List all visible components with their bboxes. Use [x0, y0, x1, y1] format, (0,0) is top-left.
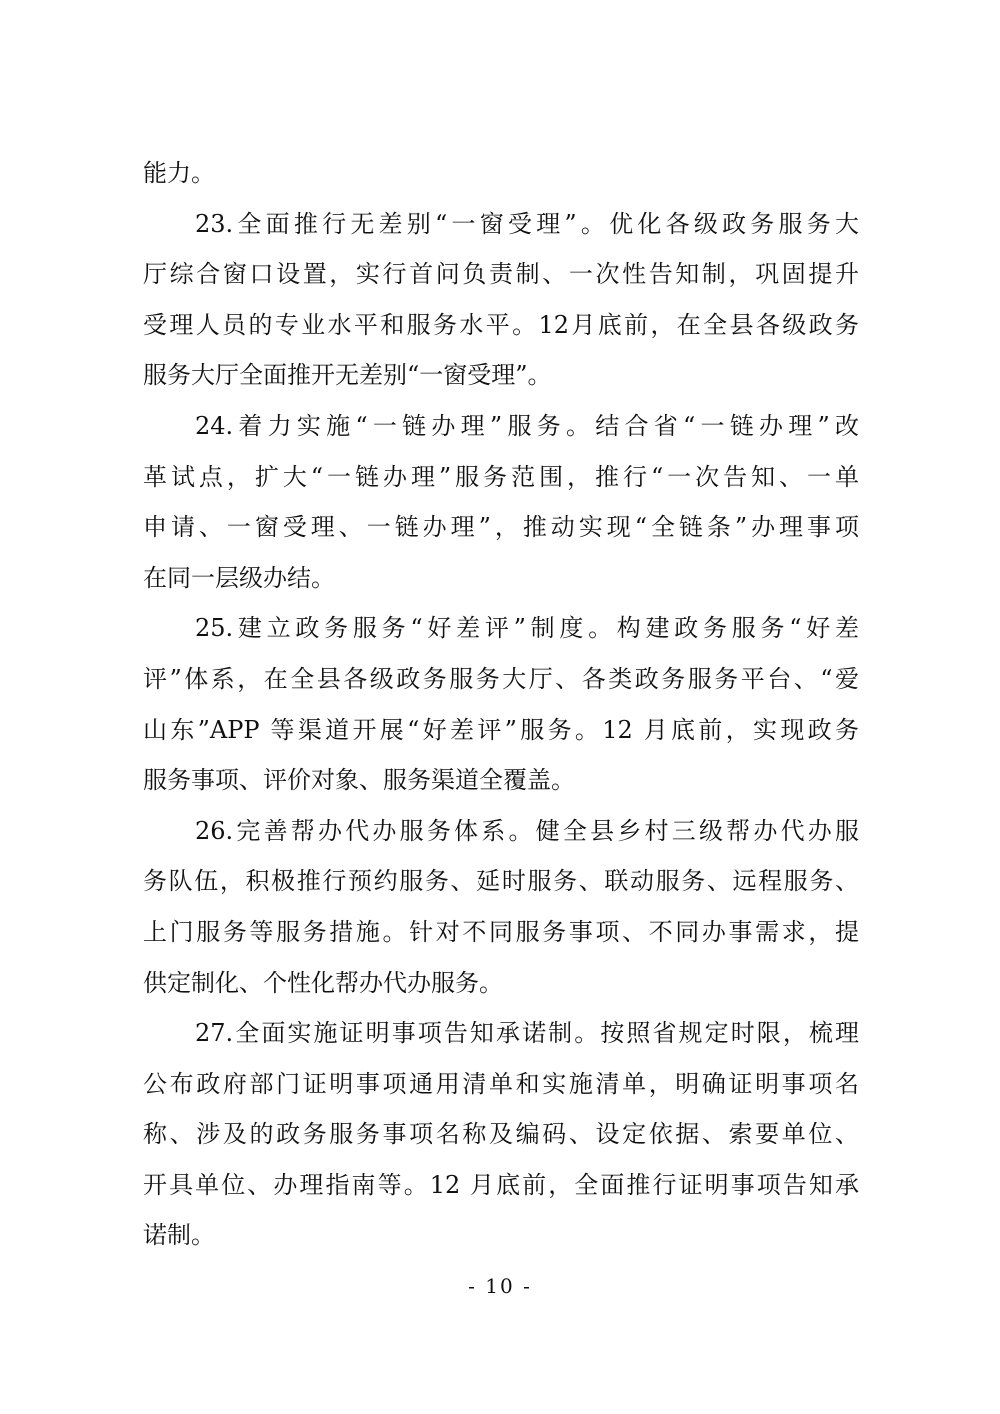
text-line: 供定制化、个性化帮办代办服务。 [143, 968, 503, 997]
text-line: 服务事项、评价对象、服务渠道全覆盖。 [143, 766, 575, 795]
paragraph-item-26 [143, 806, 859, 1008]
text-line: 称、涉及的政务服务事项名称及编码、设定依据、索要单位、 [143, 1120, 859, 1149]
text-line: 评”体系，在全县各级政务服务大厅、各类政务服务平台、“爱 [143, 664, 859, 693]
text-line: 申请、一窗受理、一链办理”，推动实现“全链条”办理事项 [143, 513, 859, 542]
text-line: 在同一层级办结。 [143, 563, 335, 592]
text-line: 开具单位、办理指南等。12 月底前，全面推行证明事项告知承 [143, 1170, 859, 1199]
text-line: 23.全面推行无差别“一窗受理”。优化各级政务服务大 [195, 209, 859, 238]
text-line: 24.着力实施“一链办理”服务。结合省“一链办理”改 [195, 411, 859, 440]
text-line: 务队伍，积极推行预约服务、延时服务、联动服务、远程服务、 [143, 867, 859, 896]
text-line: 诺制。 [143, 1221, 215, 1250]
paragraph-item-23 [143, 199, 859, 401]
text-line: 26.完善帮办代办服务体系。健全县乡村三级帮办代办服 [195, 816, 859, 845]
text-line: 上门服务等服务措施。针对不同服务事项、不同办事需求，提 [143, 917, 859, 946]
paragraph-item-25 [143, 603, 859, 805]
text-line: 受理人员的专业水平和服务水平。12月底前，在全县各级政务 [143, 310, 859, 339]
paragraph-item-24 [143, 401, 859, 603]
text-line: 厅综合窗口设置，实行首问负责制、一次性告知制，巩固提升 [143, 260, 859, 289]
text-line: 能力。 [143, 159, 215, 187]
paragraph-continuation [143, 148, 859, 199]
body-text [143, 148, 859, 1261]
text-line: 山东”APP 等渠道开展“好差评”服务。12 月底前，实现政务 [143, 715, 859, 744]
text-line: 服务大厅全面推开无差别“一窗受理”。 [143, 361, 552, 390]
text-line: 公布政府部门证明事项通用清单和实施清单，明确证明事项名 [143, 1069, 859, 1098]
page-number: - 10 - [468, 1274, 532, 1298]
text-line: 27.全面实施证明事项告知承诺制。按照省规定时限，梳理 [195, 1019, 859, 1048]
text-line: 25.建立政务服务“好差评”制度。构建政务服务“好差 [195, 614, 859, 643]
paragraph-item-27 [143, 1008, 859, 1261]
text-line: 革试点，扩大“一链办理”服务范围，推行“一次告知、一单 [143, 462, 859, 491]
